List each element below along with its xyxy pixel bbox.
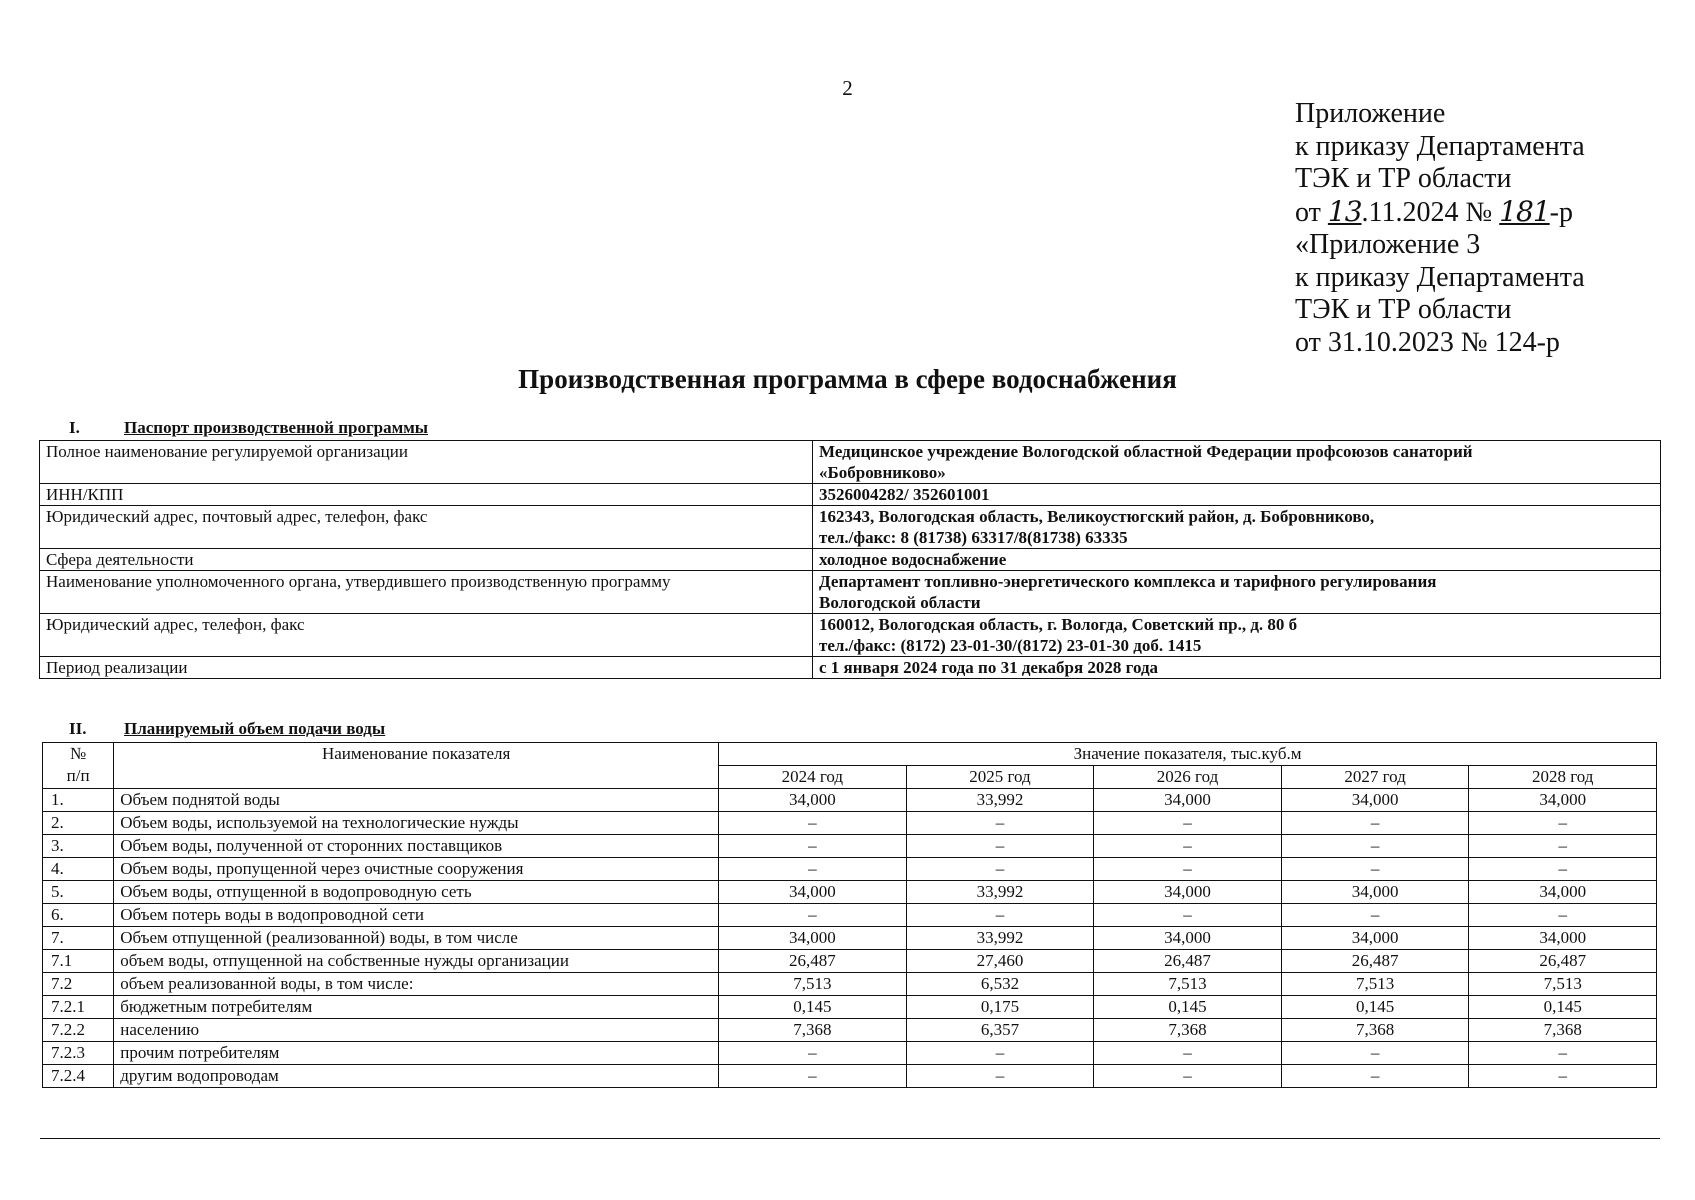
row-value: – xyxy=(1469,1065,1657,1088)
row-value: 27,460 xyxy=(906,950,1094,973)
row-number: 1. xyxy=(43,789,114,812)
row-value: 7,513 xyxy=(719,973,907,996)
row-value: – xyxy=(906,904,1094,927)
passport-row xyxy=(40,571,1661,614)
row-name: объем реализованной воды, в том числе: xyxy=(114,973,719,996)
row-value: 34,000 xyxy=(1281,881,1469,904)
section-number: II. xyxy=(69,719,87,738)
row-value: 34,000 xyxy=(1469,927,1657,950)
year-header: 2028 год xyxy=(1469,766,1657,789)
row-value: 34,000 xyxy=(1281,789,1469,812)
row-value: 7,368 xyxy=(1469,1019,1657,1042)
row-value: 0,145 xyxy=(1094,996,1282,1019)
passport-value-line: 160012, Вологодская область, г. Вологда, Советский пр., д. 80 б xyxy=(819,615,1298,634)
section-2-heading xyxy=(39,719,385,739)
row-value: 34,000 xyxy=(719,789,907,812)
row-value: 34,000 xyxy=(719,881,907,904)
passport-row xyxy=(40,506,1661,549)
section-number: I. xyxy=(69,418,80,437)
row-value: – xyxy=(906,812,1094,835)
year-header: 2024 год xyxy=(719,766,907,789)
row-name: Объем поднятой воды xyxy=(114,789,719,812)
row-value: – xyxy=(906,1042,1094,1065)
row-number: 2. xyxy=(43,812,114,835)
row-number: 7.2.1 xyxy=(43,996,114,1019)
table-row xyxy=(43,812,1657,835)
row-number: 6. xyxy=(43,904,114,927)
col-number-label: № xyxy=(69,744,87,763)
passport-value-line: 3526004282/ 352601001 xyxy=(819,485,990,504)
row-value: – xyxy=(1281,858,1469,881)
passport-row xyxy=(40,484,1661,506)
table-row xyxy=(43,950,1657,973)
passport-label: Юридический адрес, почтовый адрес, телефон, факс xyxy=(40,506,813,549)
section-1-heading xyxy=(39,418,428,438)
table-row xyxy=(43,904,1657,927)
row-value: 34,000 xyxy=(1094,881,1282,904)
row-name: населению xyxy=(114,1019,719,1042)
order-suffix: -р xyxy=(1549,196,1573,228)
section-title: Планируемый объем подачи воды xyxy=(124,719,386,738)
passport-value-line: тел./факс: 8 (81738) 63317/8(81738) 63335 xyxy=(819,528,1128,547)
page-number: 2 xyxy=(842,76,853,100)
row-name: Объем отпущенной (реализованной) воды, в том числе xyxy=(114,927,719,950)
year-header: 2026 год xyxy=(1094,766,1282,789)
row-value: – xyxy=(906,835,1094,858)
approval-line: «Приложение 3 xyxy=(1295,229,1481,260)
row-value: 0,145 xyxy=(719,996,907,1019)
row-name: объем воды, отпущенной на собственные нужды организации xyxy=(114,950,719,973)
passport-value-line: Медицинское учреждение Вологодской областной Федерации профсоюзов санаторий xyxy=(819,442,1473,461)
passport-row xyxy=(40,549,1661,571)
approval-date-line xyxy=(1295,196,1585,230)
row-value: 34,000 xyxy=(1469,789,1657,812)
row-value: – xyxy=(1281,1042,1469,1065)
document-title: Производственная программа в сфере водоснабжения xyxy=(518,364,1177,394)
passport-value xyxy=(813,506,1661,549)
row-value: 7,368 xyxy=(1281,1019,1469,1042)
approval-line: от 31.10.2023 № 124-р xyxy=(1295,326,1560,358)
row-value: – xyxy=(1281,1065,1469,1088)
row-value: 7,513 xyxy=(1094,973,1282,996)
date-rest: .11.2024 № xyxy=(1361,196,1500,228)
row-value: 6,357 xyxy=(906,1019,1094,1042)
row-value: 34,000 xyxy=(1469,881,1657,904)
passport-value-line: Департамент топливно-энергетического комплекса и тарифного регулирования xyxy=(819,572,1437,591)
row-value: 26,487 xyxy=(1094,950,1282,973)
passport-value xyxy=(813,549,1661,571)
year-header: 2027 год xyxy=(1281,766,1469,789)
row-name: Объем воды, отпущенной в водопроводную сеть xyxy=(114,881,719,904)
row-value: – xyxy=(1094,858,1282,881)
col-number-header xyxy=(43,743,114,789)
passport-value xyxy=(813,657,1661,679)
passport-value xyxy=(813,441,1661,484)
row-number: 7.2.2 xyxy=(43,1019,114,1042)
row-value: 33,992 xyxy=(906,789,1094,812)
table-row xyxy=(43,1065,1657,1088)
water-volume-table xyxy=(42,742,1657,1088)
passport-value-line: с 1 января 2024 года по 31 декабря 2028 года xyxy=(819,658,1159,677)
row-name: другим водопроводам xyxy=(114,1065,719,1088)
passport-label: Наименование уполномоченного органа, утвердившего производственную программу xyxy=(40,571,813,614)
row-value: – xyxy=(1094,904,1282,927)
approval-line: к приказу Департамента xyxy=(1295,130,1585,162)
table-row xyxy=(43,789,1657,812)
row-number: 5. xyxy=(43,881,114,904)
passport-value-line: Вологодской области xyxy=(819,593,981,612)
col-number-label-2: п/п xyxy=(66,766,90,785)
passport-label: Сфера деятельности xyxy=(40,549,813,571)
row-number: 7.1 xyxy=(43,950,114,973)
passport-value-line: 162343, Вологодская область, Великоустюгский район, д. Бобровниково, xyxy=(819,507,1375,526)
passport-label: Юридический адрес, телефон, факс xyxy=(40,614,813,657)
row-name: бюджетным потребителям xyxy=(114,996,719,1019)
row-value: 7,368 xyxy=(719,1019,907,1042)
row-value: – xyxy=(906,1065,1094,1088)
row-value: 0,145 xyxy=(1469,996,1657,1019)
passport-label: Период реализации xyxy=(40,657,813,679)
row-value: 33,992 xyxy=(906,881,1094,904)
row-value: 7,513 xyxy=(1281,973,1469,996)
approval-line: Приложение xyxy=(1295,98,1446,129)
passport-table xyxy=(39,440,1661,679)
table-row xyxy=(43,1042,1657,1065)
table-row xyxy=(43,973,1657,996)
row-value: 34,000 xyxy=(719,927,907,950)
row-value: 26,487 xyxy=(719,950,907,973)
approval-stamp xyxy=(1295,98,1585,359)
table-row xyxy=(43,858,1657,881)
approval-line: ТЭК и ТР области xyxy=(1295,163,1512,194)
table-row xyxy=(43,927,1657,950)
row-value: 0,175 xyxy=(906,996,1094,1019)
row-value: – xyxy=(1469,812,1657,835)
row-value: – xyxy=(1469,1042,1657,1065)
passport-row xyxy=(40,614,1661,657)
col-name-header: Наименование показателя xyxy=(114,743,719,789)
row-value: – xyxy=(1469,904,1657,927)
row-name: Объем воды, пропущенной через очистные сооружения xyxy=(114,858,719,881)
row-number: 7.2.3 xyxy=(43,1042,114,1065)
row-name: прочим потребителям xyxy=(114,1042,719,1065)
section-title: Паспорт производственной программы xyxy=(124,418,429,437)
row-number: 7.2.4 xyxy=(43,1065,114,1088)
row-number: 3. xyxy=(43,835,114,858)
passport-label: ИНН/КПП xyxy=(40,484,813,506)
row-value: – xyxy=(719,812,907,835)
row-value: – xyxy=(906,858,1094,881)
row-value: – xyxy=(1281,904,1469,927)
passport-value-line: «Бобровниково» xyxy=(819,463,946,482)
row-value: 26,487 xyxy=(1469,950,1657,973)
row-value: 34,000 xyxy=(1094,927,1282,950)
row-value: – xyxy=(1469,858,1657,881)
passport-value xyxy=(813,484,1661,506)
row-name: Объем воды, используемой на технологические нужды xyxy=(114,812,719,835)
passport-label: Полное наименование регулируемой организации xyxy=(40,441,813,484)
passport-row xyxy=(40,441,1661,484)
row-value: 7,513 xyxy=(1469,973,1657,996)
passport-value xyxy=(813,614,1661,657)
handwritten-day: 13 xyxy=(1327,194,1362,228)
row-value: 6,532 xyxy=(906,973,1094,996)
table-row xyxy=(43,881,1657,904)
row-value: 34,000 xyxy=(1281,927,1469,950)
row-number: 7.2 xyxy=(43,973,114,996)
row-number: 7. xyxy=(43,927,114,950)
row-value: 33,992 xyxy=(906,927,1094,950)
table-row xyxy=(43,835,1657,858)
approval-line: к приказу Департамента xyxy=(1295,261,1585,293)
row-value: – xyxy=(719,858,907,881)
row-value: 26,487 xyxy=(1281,950,1469,973)
row-value: – xyxy=(1281,835,1469,858)
row-name: Объем воды, полученной от сторонних поставщиков xyxy=(114,835,719,858)
passport-row xyxy=(40,657,1661,679)
passport-value xyxy=(813,571,1661,614)
row-number: 4. xyxy=(43,858,114,881)
row-value: – xyxy=(719,835,907,858)
row-value: – xyxy=(1469,835,1657,858)
row-value: – xyxy=(719,904,907,927)
row-value: – xyxy=(1094,835,1282,858)
handwritten-order-number: 181 xyxy=(1499,194,1550,228)
table-row xyxy=(43,1019,1657,1042)
row-value: 34,000 xyxy=(1094,789,1282,812)
date-prefix: от xyxy=(1295,196,1328,228)
row-value: – xyxy=(719,1065,907,1088)
row-value: 0,145 xyxy=(1281,996,1469,1019)
col-value-header: Значение показателя, тыс.куб.м xyxy=(719,743,1657,766)
row-value: – xyxy=(1281,812,1469,835)
row-name: Объем потерь воды в водопроводной сети xyxy=(114,904,719,927)
bottom-rule xyxy=(40,1138,1660,1139)
row-value: – xyxy=(1094,1042,1282,1065)
row-value: 7,368 xyxy=(1094,1019,1282,1042)
row-value: – xyxy=(1094,812,1282,835)
table-row xyxy=(43,996,1657,1019)
passport-value-line: тел./факс: (8172) 23-01-30/(8172) 23-01-30 доб. 1415 xyxy=(819,636,1202,655)
approval-line: ТЭК и ТР области xyxy=(1295,294,1512,325)
row-value: – xyxy=(719,1042,907,1065)
year-header: 2025 год xyxy=(906,766,1094,789)
row-value: – xyxy=(1094,1065,1282,1088)
passport-value-line: холодное водоснабжение xyxy=(819,550,1007,569)
